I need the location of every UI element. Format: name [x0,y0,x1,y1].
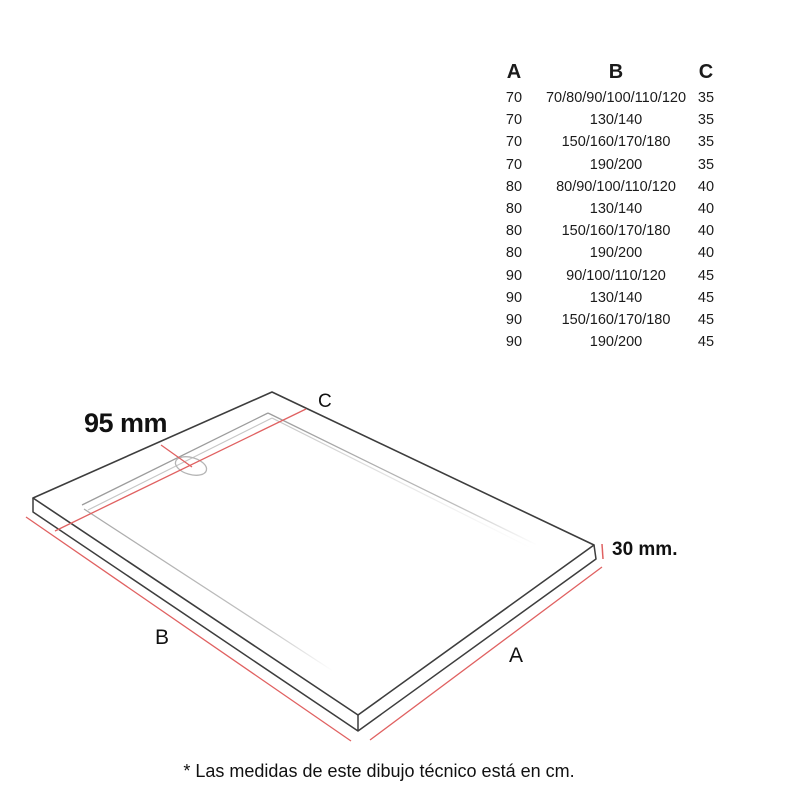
cell-c: 45 [697,289,715,306]
cell-b: 130/140 [589,200,643,217]
cell-c: 35 [697,90,715,106]
cell-a: 80 [505,223,523,240]
cell-b: 90/100/110/120 [566,267,666,284]
drain-offset-label: 95 mm [84,408,168,438]
cell-a: 70 [505,90,523,106]
cell-c: 45 [697,311,715,328]
cell-a: 80 [505,245,523,262]
cell-b: 80/90/100/110/120 [556,178,676,195]
cell-a: 70 [505,156,523,173]
cell-c: 40 [697,178,715,195]
cell-a: 90 [505,334,523,351]
cell-b: 130/140 [589,112,643,129]
cell-b: 150/160/170/180 [561,311,671,328]
header-c: C [698,61,714,83]
cell-c: 40 [697,245,715,262]
cell-c: 35 [697,112,715,129]
cell-b: 150/160/170/180 [561,134,671,151]
cell-c: 35 [697,134,715,151]
cell-a: 80 [505,200,523,217]
edge-label-a: A [509,644,524,667]
cell-a: 70 [505,112,523,129]
thickness-label: 30 mm. [612,539,678,560]
header-a: A [506,61,522,83]
edge-label-b: B [155,626,170,649]
edge-label-c: C [318,391,332,412]
cell-c: 45 [697,267,715,284]
dimension-tick-30mm [602,544,603,559]
cell-a: 70 [505,134,523,151]
cell-c: 40 [697,200,715,217]
cell-c: 35 [697,156,715,173]
cell-b: 190/200 [589,334,643,351]
cell-a: 80 [505,178,523,195]
units-footnote: * Las medidas de este dibujo técnico está en cm. [183,761,575,781]
cell-b: 70/80/90/100/110/120 [545,90,687,106]
cell-c: 45 [697,334,715,351]
cell-b: 190/200 [589,245,643,262]
cell-b: 190/200 [589,156,643,173]
cell-a: 90 [505,267,523,284]
cell-a: 90 [505,289,523,306]
cell-a: 90 [505,311,523,328]
header-b: B [608,61,624,83]
cell-c: 40 [697,223,715,240]
cell-b: 150/160/170/180 [561,223,671,240]
cell-b: 130/140 [589,289,643,306]
